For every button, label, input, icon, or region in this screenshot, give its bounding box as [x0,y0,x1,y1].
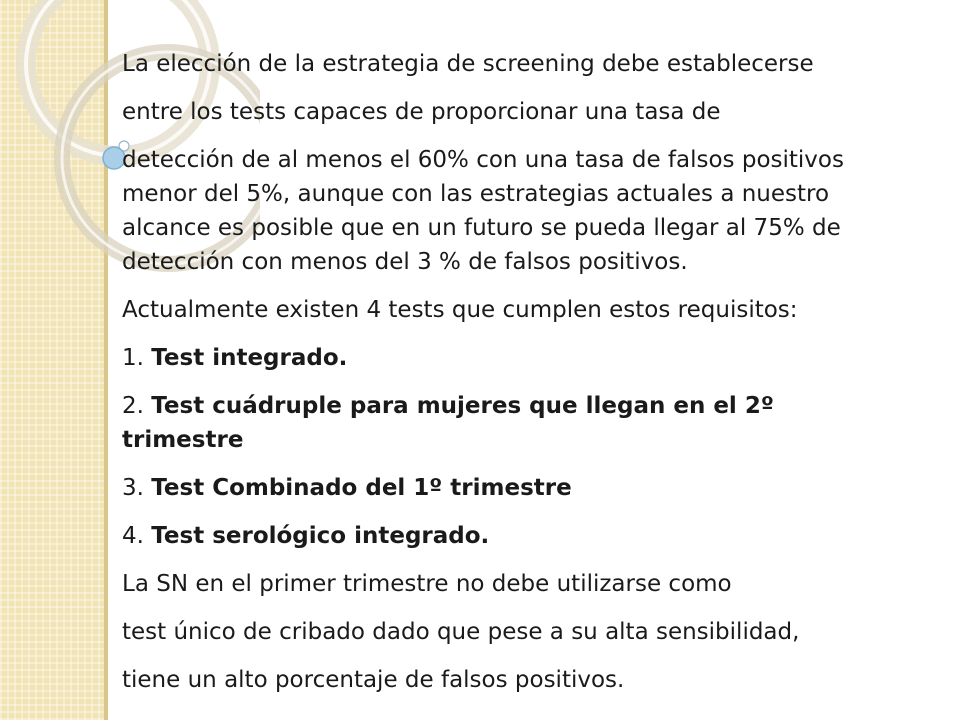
test-item-3 [122,471,932,505]
test-item-1 [122,341,932,375]
test-number: 1. [122,345,144,371]
paragraph-line: menor del 5%, aunque con las estrategias actuales a nuestro [122,181,830,207]
paragraph-line: La elección de la estrategia de screening debe establecerse [122,51,814,77]
closing-line: La SN en el primer trimestre no debe utilizarse como [122,571,732,597]
paragraph-line: entre los tests capaces de proporcionar una tasa de [122,99,721,125]
intro-text: Actualmente existen 4 tests que cumplen estos requisitos: [122,297,798,323]
test-item-4 [122,519,932,553]
test-number: 4. [122,523,144,549]
test-name: Test serológico integrado. [151,523,490,549]
paragraph-line: alcance es posible que en un futuro se pueda llegar al 75% de [122,215,841,241]
test-name: Test Combinado del 1º trimestre [151,475,572,501]
test-number: 3. [122,475,144,501]
test-item-2 [122,389,932,423]
closing-line: tiene un alto porcentaje de falsos positivos. [122,667,625,693]
paragraph-line: detección de al menos el 60% con una tasa de falsos positivos [122,147,844,173]
test-name: Test cuádruple para mujeres que llegan en el 2º [151,393,774,419]
paragraph-line: detección con menos del 3 % de falsos positivos. [122,249,688,275]
test-name: Test integrado. [151,345,348,371]
slide-body [122,47,932,697]
test-name-continued: trimestre [122,427,244,453]
closing-line: test único de cribado dado que pese a su alta sensibilidad, [122,619,800,645]
test-number: 2. [122,393,144,419]
